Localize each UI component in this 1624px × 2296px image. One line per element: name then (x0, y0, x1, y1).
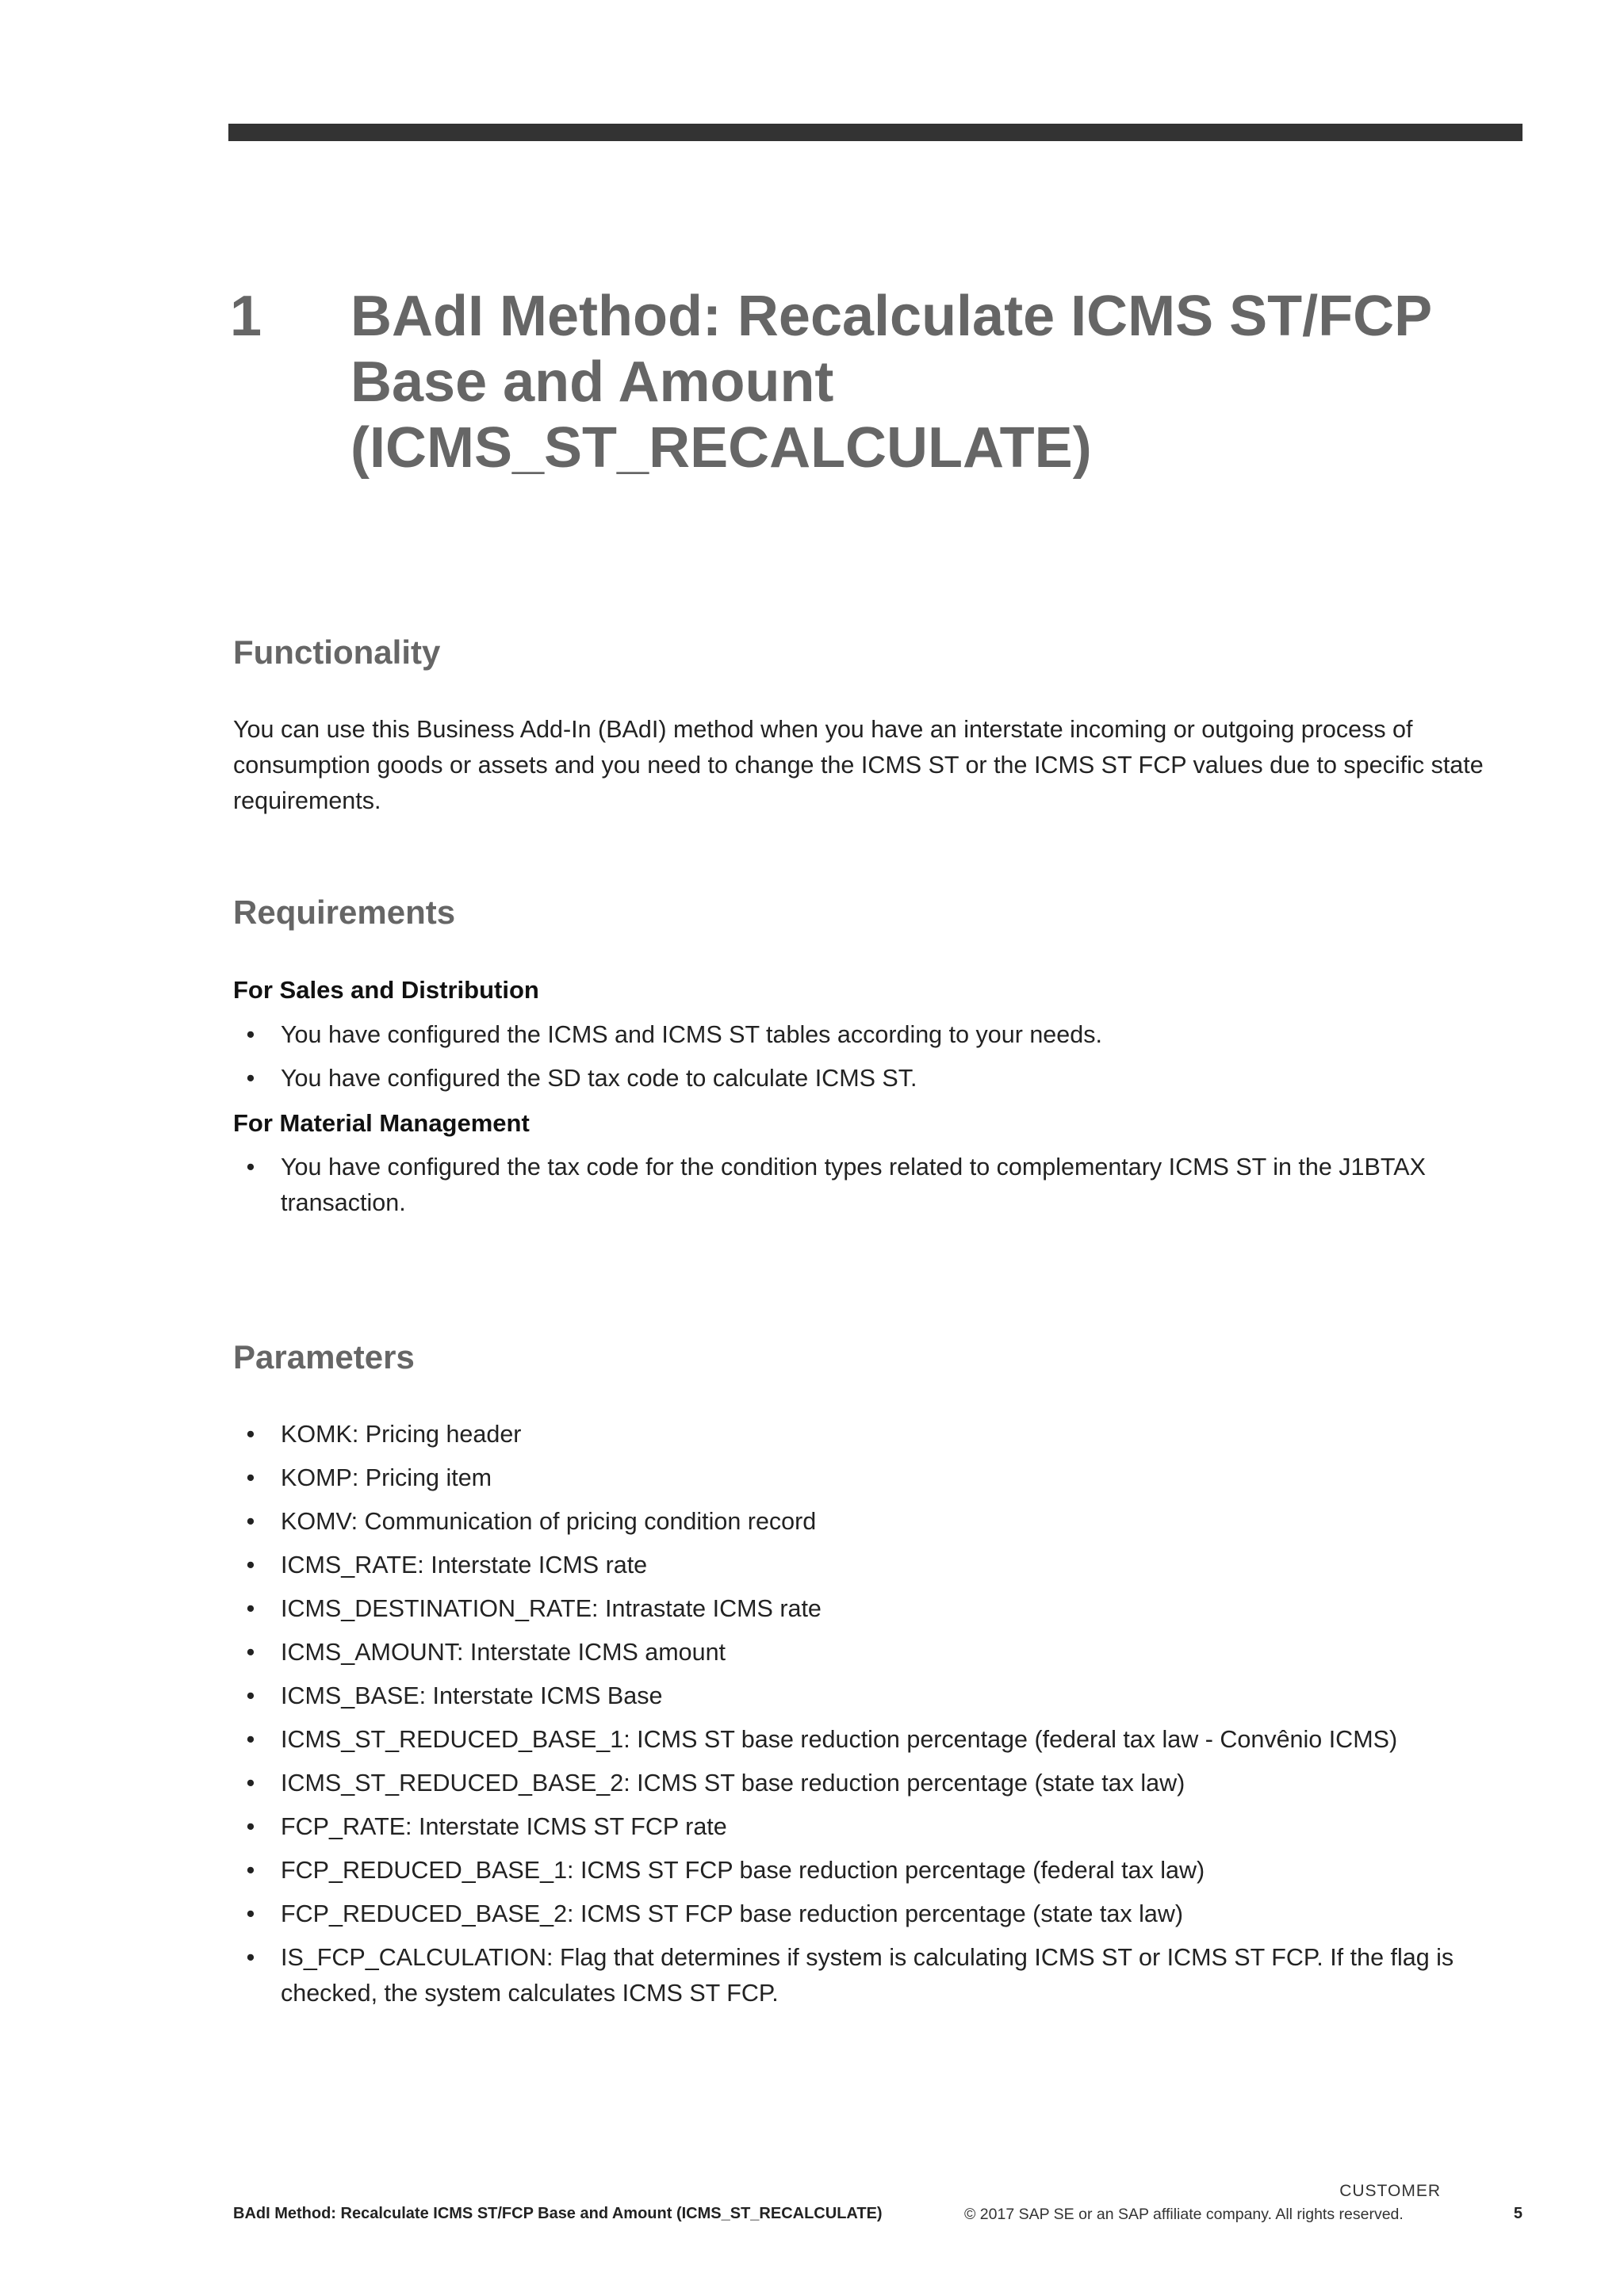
sd-requirement-item (233, 1017, 1510, 1053)
list-item-text: FCP_RATE: Interstate ICMS ST FCP rate (281, 1813, 727, 1840)
parameter-item (233, 1678, 1510, 1714)
bullet-icon: • (246, 1857, 255, 1884)
bullet-icon: • (246, 1021, 255, 1048)
footer-classification: CUSTOMER (1339, 2182, 1441, 2200)
requirements-heading: Requirements (233, 894, 456, 931)
chapter-title: BAdI Method: Recalculate ICMS ST/FCP Base and Amount (ICMS_ST_RECALCULATE) (350, 285, 1431, 480)
list-item-text: You have configured the ICMS and ICMS ST tables according to your needs. (281, 1021, 1102, 1048)
sd-subheading: For Sales and Distribution (233, 976, 539, 1004)
footer-page-number: 5 (1513, 2205, 1522, 2222)
bullet-icon: • (246, 1726, 255, 1753)
parameter-item (233, 1722, 1510, 1758)
bullet-icon: • (246, 1154, 255, 1181)
list-item-text: IS_FCP_CALCULATION: Flag that determines if system is calculating ICMS ST or ICMS ST FCP. If the flag is checked, the system calculates ICMS ST FCP. (281, 1944, 1454, 2007)
list-item-text: KOMV: Communication of pricing condition record (281, 1508, 817, 1535)
sd-requirements-list (233, 1017, 1510, 1104)
list-item-text: FCP_REDUCED_BASE_2: ICMS ST FCP base reduction percentage (state tax law) (281, 1900, 1184, 1927)
functionality-text: You can use this Business Add-In (BAdI) method when you have an interstate incoming or outgoing process of consumption goods or assets and you need to change the ICMS ST or the ICMS ST FCP values due to specific state requirements. (233, 716, 1484, 814)
list-item-text: KOMP: Pricing item (281, 1464, 492, 1491)
bullet-icon: • (246, 1065, 255, 1092)
bullet-icon: • (246, 1421, 255, 1448)
bullet-icon: • (246, 1813, 255, 1840)
bullet-icon: • (246, 1552, 255, 1578)
bullet-icon: • (246, 1595, 255, 1622)
list-item-text: KOMK: Pricing header (281, 1421, 522, 1448)
bullet-icon: • (246, 1639, 255, 1666)
parameter-item (233, 1853, 1510, 1888)
parameters-heading: Parameters (233, 1338, 415, 1376)
list-item-text: ICMS_ST_REDUCED_BASE_2: ICMS ST base reduction percentage (state tax law) (281, 1770, 1185, 1797)
header-rule (228, 124, 1522, 141)
list-item-text: ICMS_ST_REDUCED_BASE_1: ICMS ST base reduction percentage (federal tax law - Convênio ICMS) (281, 1726, 1398, 1753)
parameter-item (233, 1417, 1510, 1452)
bullet-icon: • (246, 1770, 255, 1797)
list-item-text: ICMS_AMOUNT: Interstate ICMS amount (281, 1639, 726, 1666)
footer-doc-title: BAdI Method: Recalculate ICMS ST/FCP Base and Amount (ICMS_ST_RECALCULATE) (233, 2205, 883, 2222)
bullet-icon: • (246, 1682, 255, 1709)
list-item-text: ICMS_DESTINATION_RATE: Intrastate ICMS rate (281, 1595, 822, 1622)
sd-requirement-item (233, 1061, 1510, 1096)
parameter-item (233, 1548, 1510, 1583)
parameter-item (233, 1896, 1510, 1932)
parameter-item (233, 1504, 1510, 1540)
bullet-icon: • (246, 1464, 255, 1491)
parameter-item (233, 1766, 1510, 1801)
parameter-item (233, 1591, 1510, 1627)
mm-requirements-list (233, 1150, 1510, 1229)
bullet-icon: • (246, 1900, 255, 1927)
parameter-item (233, 1635, 1510, 1670)
list-item-text: ICMS_BASE: Interstate ICMS Base (281, 1682, 663, 1709)
list-item-text: FCP_REDUCED_BASE_1: ICMS ST FCP base reduction percentage (federal tax law) (281, 1857, 1205, 1884)
parameter-item (233, 1460, 1510, 1496)
parameter-item (233, 1809, 1510, 1845)
list-item-text: You have configured the SD tax code to calculate ICMS ST. (281, 1065, 917, 1092)
bullet-icon: • (246, 1508, 255, 1535)
mm-requirement-item (233, 1150, 1510, 1221)
list-item-text: You have configured the tax code for the condition types related to complementary ICMS ST in the J1BTAX transaction. (281, 1154, 1426, 1216)
parameters-list (233, 1417, 1510, 2019)
functionality-heading: Functionality (233, 633, 441, 671)
footer-copyright: © 2017 SAP SE or an SAP affiliate company. All rights reserved. (964, 2206, 1404, 2223)
bullet-icon: • (246, 1944, 255, 1971)
chapter-number: 1 (230, 285, 262, 348)
parameter-item (233, 1940, 1510, 2011)
list-item-text: ICMS_RATE: Interstate ICMS rate (281, 1552, 648, 1578)
mm-subheading: For Material Management (233, 1109, 530, 1137)
